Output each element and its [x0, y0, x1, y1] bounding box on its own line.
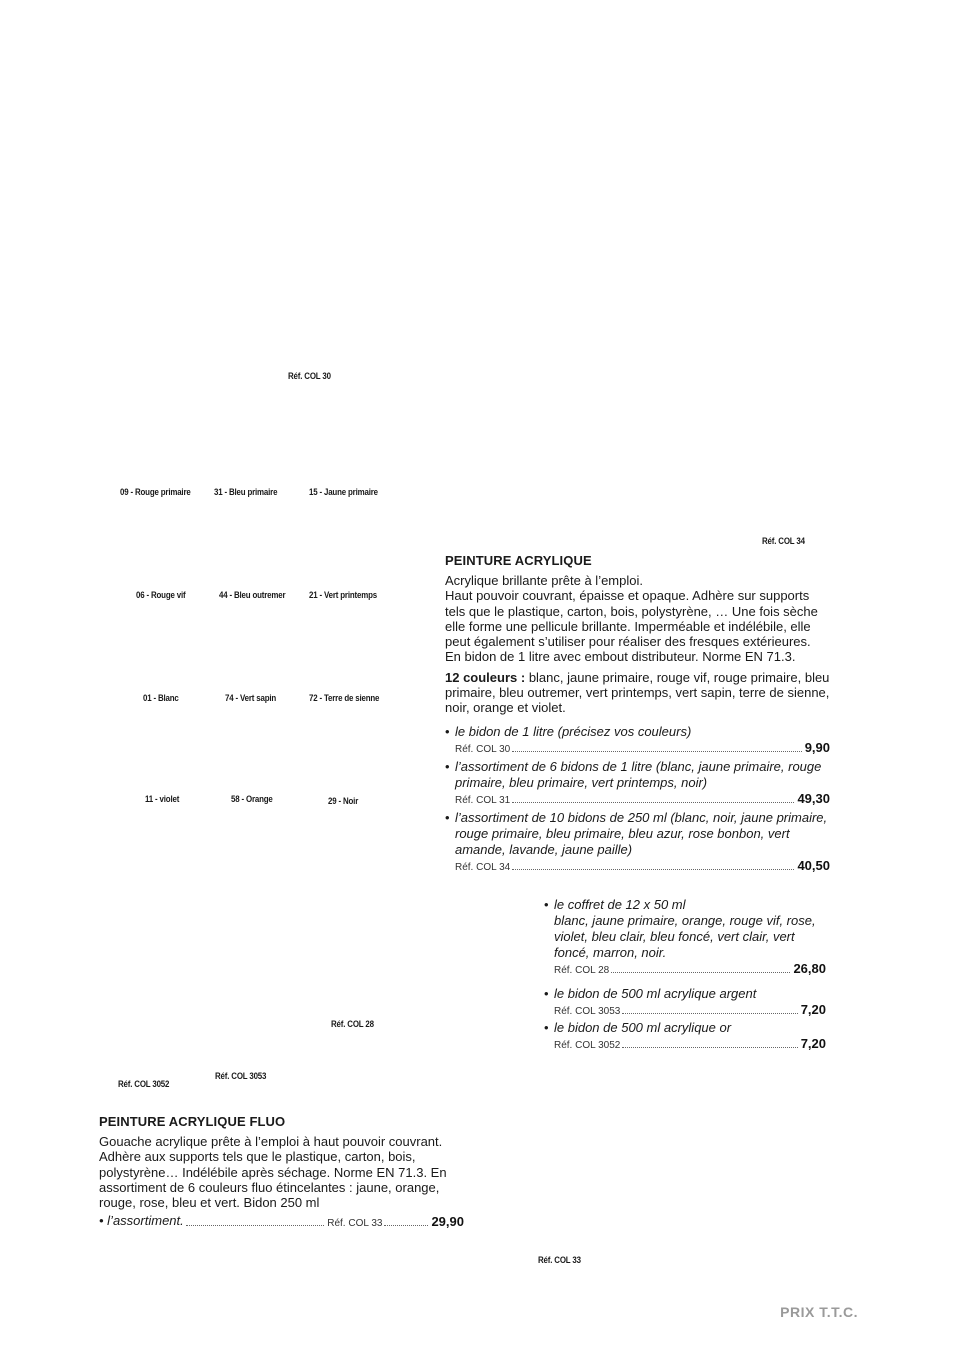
swatch-label: 21 - Vert printemps — [309, 590, 377, 600]
product-item — [544, 1020, 826, 1051]
swatch-label: 29 - Noir — [328, 796, 359, 806]
acrylique-title: PEINTURE ACRYLIQUE — [445, 553, 592, 568]
leader-dots — [512, 750, 801, 752]
item-price: 9,90 — [804, 739, 830, 755]
item-desc: • le bidon de 1 litre (précisez vos couleurs) — [445, 724, 830, 740]
leader-dots — [186, 1224, 324, 1226]
acrylique-colors — [445, 670, 830, 716]
item-ref: Réf. COL 31 — [455, 794, 511, 806]
item-ref: Réf. COL 3053 — [554, 1006, 621, 1017]
item-price: 7,20 — [800, 1002, 826, 1017]
product-item — [445, 810, 830, 873]
item-price: 49,30 — [797, 790, 830, 806]
swatch-label: 31 - Bleu primaire — [214, 487, 278, 497]
swatch-label: 09 - Rouge primaire — [120, 487, 191, 497]
colors-label: 12 couleurs : — [445, 669, 526, 685]
item-price: 40,50 — [797, 857, 830, 873]
leader-dots — [512, 868, 794, 870]
fluo-section — [99, 1114, 464, 1229]
swatch-label: 44 - Bleu outremer — [219, 590, 286, 600]
item-ref: Réf. COL 28 — [554, 965, 610, 976]
accessory-section — [544, 897, 826, 1051]
swatch-label: 58 - Orange — [231, 794, 273, 804]
fluo-item-price: 29,90 — [431, 1214, 464, 1230]
item-desc: • l’assortiment de 6 bidons de 1 litre (blanc, jaune primaire, rouge primaire, bleu primaire, vert printemps, noir) — [445, 759, 830, 791]
fluo-item-row — [99, 1213, 464, 1229]
product-item — [445, 759, 830, 806]
colors-text: blanc, jaune primaire, rouge vif, rouge primaire, bleu primaire, bleu outremer, vert printemps, vert sapin, terre de sienne, noir, orange et violet. — [445, 669, 830, 716]
item-ref-row — [544, 1002, 826, 1017]
product-item — [445, 724, 830, 755]
item-desc: • l’assortiment de 10 bidons de 250 ml (blanc, noir, jaune primaire, rouge primaire, bleu primaire, bleu azur, rose bonbon, vert amande, lavande, jaune paille) — [445, 810, 830, 858]
ref-col34-label: Réf. COL 34 — [762, 536, 805, 546]
item-desc: • le bidon de 500 ml acrylique or — [544, 1020, 826, 1036]
leader-dots — [611, 971, 790, 973]
item-price: 26,80 — [793, 961, 826, 976]
item-price: 7,20 — [800, 1036, 826, 1051]
item-ref-row — [544, 961, 826, 976]
leader-dots — [512, 801, 794, 803]
acrylique-description: Acrylique brillante prête à l’emploi. Haut pouvoir couvrant, épaisse et opaque. Adhère sur supports tels que le plastique, carton, bois, polystyrène, … Une fois sèche elle forme une pellicule brillante. Imperméable et indélébile, elle peut également s’utiliser pour réaliser des fresques extérieures. En bidon de 1 litre avec embout distributeur. Norme EN 71.3. — [445, 573, 818, 665]
prix-ttc-footer: PRIX T.T.C. — [780, 1304, 858, 1320]
ref-col3053-label: Réf. COL 3053 — [215, 1071, 267, 1081]
leader-dots — [622, 1012, 797, 1014]
fluo-item-desc: • l’assortiment. — [99, 1213, 184, 1229]
item-ref-row — [445, 791, 830, 806]
item-ref-row — [544, 1036, 826, 1051]
swatch-label: 06 - Rouge vif — [136, 590, 186, 600]
item-desc: • le coffret de 12 x 50 ml blanc, jaune primaire, orange, rouge vif, rose, violet, bleu clair, bleu foncé, vert clair, vert foncé, marron, noir. — [544, 897, 826, 961]
item-desc: • le bidon de 500 ml acrylique argent — [544, 986, 826, 1002]
leader-dots — [384, 1224, 428, 1226]
item-ref-row — [445, 858, 830, 873]
ref-col3052-label: Réf. COL 3052 — [118, 1079, 170, 1089]
swatch-label: 01 - Blanc — [143, 693, 179, 703]
fluo-item-ref: Réf. COL 33 — [327, 1218, 383, 1230]
ref-col28-label: Réf. COL 28 — [331, 1019, 374, 1029]
fluo-title: PEINTURE ACRYLIQUE FLUO — [99, 1114, 286, 1129]
product-item — [544, 897, 826, 976]
ref-col30-label: Réf. COL 30 — [288, 371, 331, 381]
swatch-label: 15 - Jaune primaire — [309, 487, 378, 497]
item-ref: Réf. COL 30 — [455, 743, 511, 755]
product-item — [544, 986, 826, 1017]
ref-col33-label: Réf. COL 33 — [538, 1255, 581, 1265]
swatch-label: 74 - Vert sapin — [225, 693, 277, 703]
fluo-description: Gouache acrylique prête à l’emploi à haut pouvoir couvrant. Adhère aux supports tels que le plastique, carton, bois, polystyrène… Indélébile après séchage. Norme EN 71.3. En assortiment de 6 couleurs fluo étincelantes : jaune, orange, rouge, rose, bleu et vert. Bidon 250 ml — [99, 1134, 447, 1211]
swatch-label: 11 - violet — [145, 794, 180, 804]
item-ref: Réf. COL 34 — [455, 861, 511, 873]
swatch-label: 72 - Terre de sienne — [309, 693, 380, 703]
acrylique-section — [445, 553, 830, 873]
item-ref: Réf. COL 3052 — [554, 1040, 621, 1051]
leader-dots — [622, 1046, 797, 1048]
item-ref-row — [445, 740, 830, 755]
